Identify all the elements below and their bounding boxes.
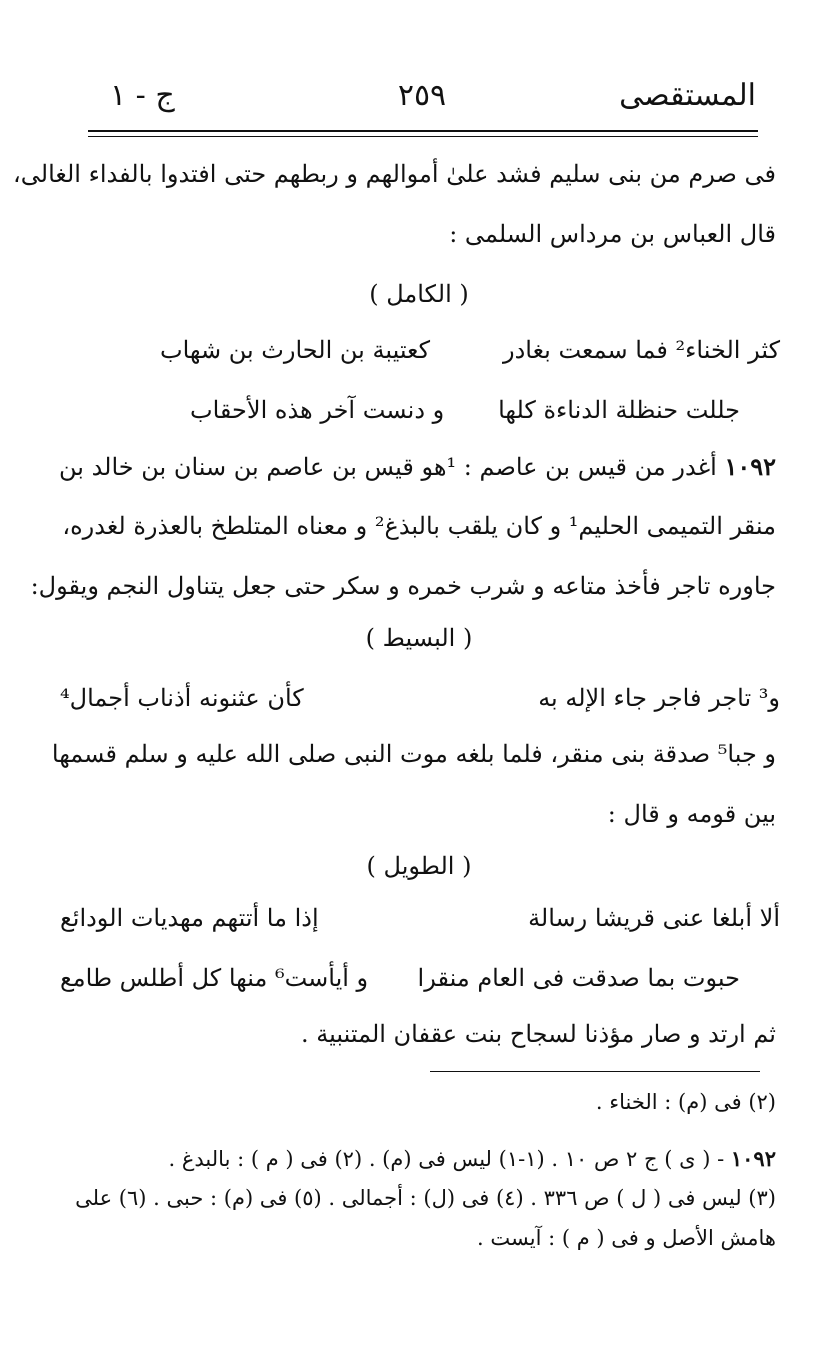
text-line-1: فى صرم من بنى سليم فشد علىٰ أموالهم و ربطهم حتى افتدوا بالفداء الغالى،	[13, 160, 776, 188]
meter-label-tawil: ( الطويل )	[366, 852, 472, 880]
verse-1	[60, 336, 780, 376]
meter-label-kamil: ( الكامل )	[369, 280, 469, 308]
footnote-1: (٢) فى (م) : الخناء .	[595, 1090, 776, 1114]
verse-4-second-hemistich: إذا ما أتتهم مهديات الودائع	[60, 904, 319, 932]
verse-2-first-hemistich: جللت حنظلة الدناءة كلها	[498, 396, 740, 424]
proverb-1092-line-3: جاوره تاجر فأخذ متاعه و شرب خمره و سكر حتى جعل يتناول النجم ويقول:	[30, 572, 776, 600]
proverb-1092-line-2: منقر التميمى الحليم¹ و كان يلقب بالبذغ² و معناه المتلطخ بالعذرة لغدره،	[62, 512, 776, 540]
text-line-3: و جبا⁵ صدقة بنى منقر، فلما بلغه موت النبى صلى الله عليه و سلم قسمها	[51, 740, 776, 768]
page-number: ٢٥٩	[397, 78, 447, 113]
footnote-4: هامش الأصل و فى ( م ) : آيست .	[477, 1226, 776, 1250]
verse-5-second-hemistich: و أيأست⁶ منها كل أطلس طامع	[60, 964, 369, 992]
proverb-number: ١٠٩٢	[724, 452, 776, 481]
footnote-2	[56, 1146, 776, 1171]
verse-3-first-hemistich: و³ تاجر فاجر جاء الإله به	[538, 684, 780, 712]
meter-label-basit: ( البسيط )	[365, 624, 473, 652]
proverb-1092-line-1	[59, 452, 776, 481]
verse-1-first-hemistich: كثر الخناء² فما سمعت بغادر	[502, 336, 780, 364]
book-title: المستقصى	[619, 78, 756, 113]
verse-5	[60, 964, 780, 1004]
text-line-2: قال العباس بن مرداس السلمى :	[449, 220, 776, 248]
verse-3-second-hemistich: كأن عثنونه أذناب أجمال⁴	[60, 684, 304, 712]
verse-2-second-hemistich: و دنست آخر هذه الأحقاب	[190, 396, 445, 424]
verse-4-first-hemistich: ألا أبلغا عنى قريشا رسالة	[528, 904, 780, 932]
footnote-3: (٣) ليس فى ( ل ) ص ٣٣٦ . (٤) فى (ل) : أجمالى . (٥) فى (م) : حبى . (٦) على	[75, 1186, 776, 1210]
header-rule-thin	[88, 136, 758, 137]
text-line-5: ثم ارتد و صار مؤذنا لسجاح بنت عقفان المتنبية .	[300, 1020, 776, 1048]
verse-4	[60, 904, 780, 944]
footnote-2-text: - ( ى ) ج ٢ ص ١٠ . (١-١) ليس فى (م) . (٢) فى ( م ) : بالبدغ .	[168, 1147, 725, 1171]
verse-3	[60, 684, 780, 724]
header-rule-thick	[88, 130, 758, 132]
proverb-text: أغدر من قيس بن عاصم : ¹هو قيس بن عاصم بن سنان بن خالد بن	[59, 453, 717, 481]
text-line-4: بين قومه و قال :	[607, 800, 776, 828]
verse-5-first-hemistich: حبوت بما صدقت فى العام منقرا	[417, 964, 740, 992]
page-header	[88, 78, 756, 122]
footnote-proverb-number: ١٠٩٢	[730, 1146, 776, 1171]
verse-1-second-hemistich: كعتيبة بن الحارث بن شهاب	[160, 336, 431, 364]
footnote-rule	[430, 1071, 760, 1072]
verse-2	[60, 396, 780, 436]
volume-label: ج - ١	[110, 78, 175, 113]
